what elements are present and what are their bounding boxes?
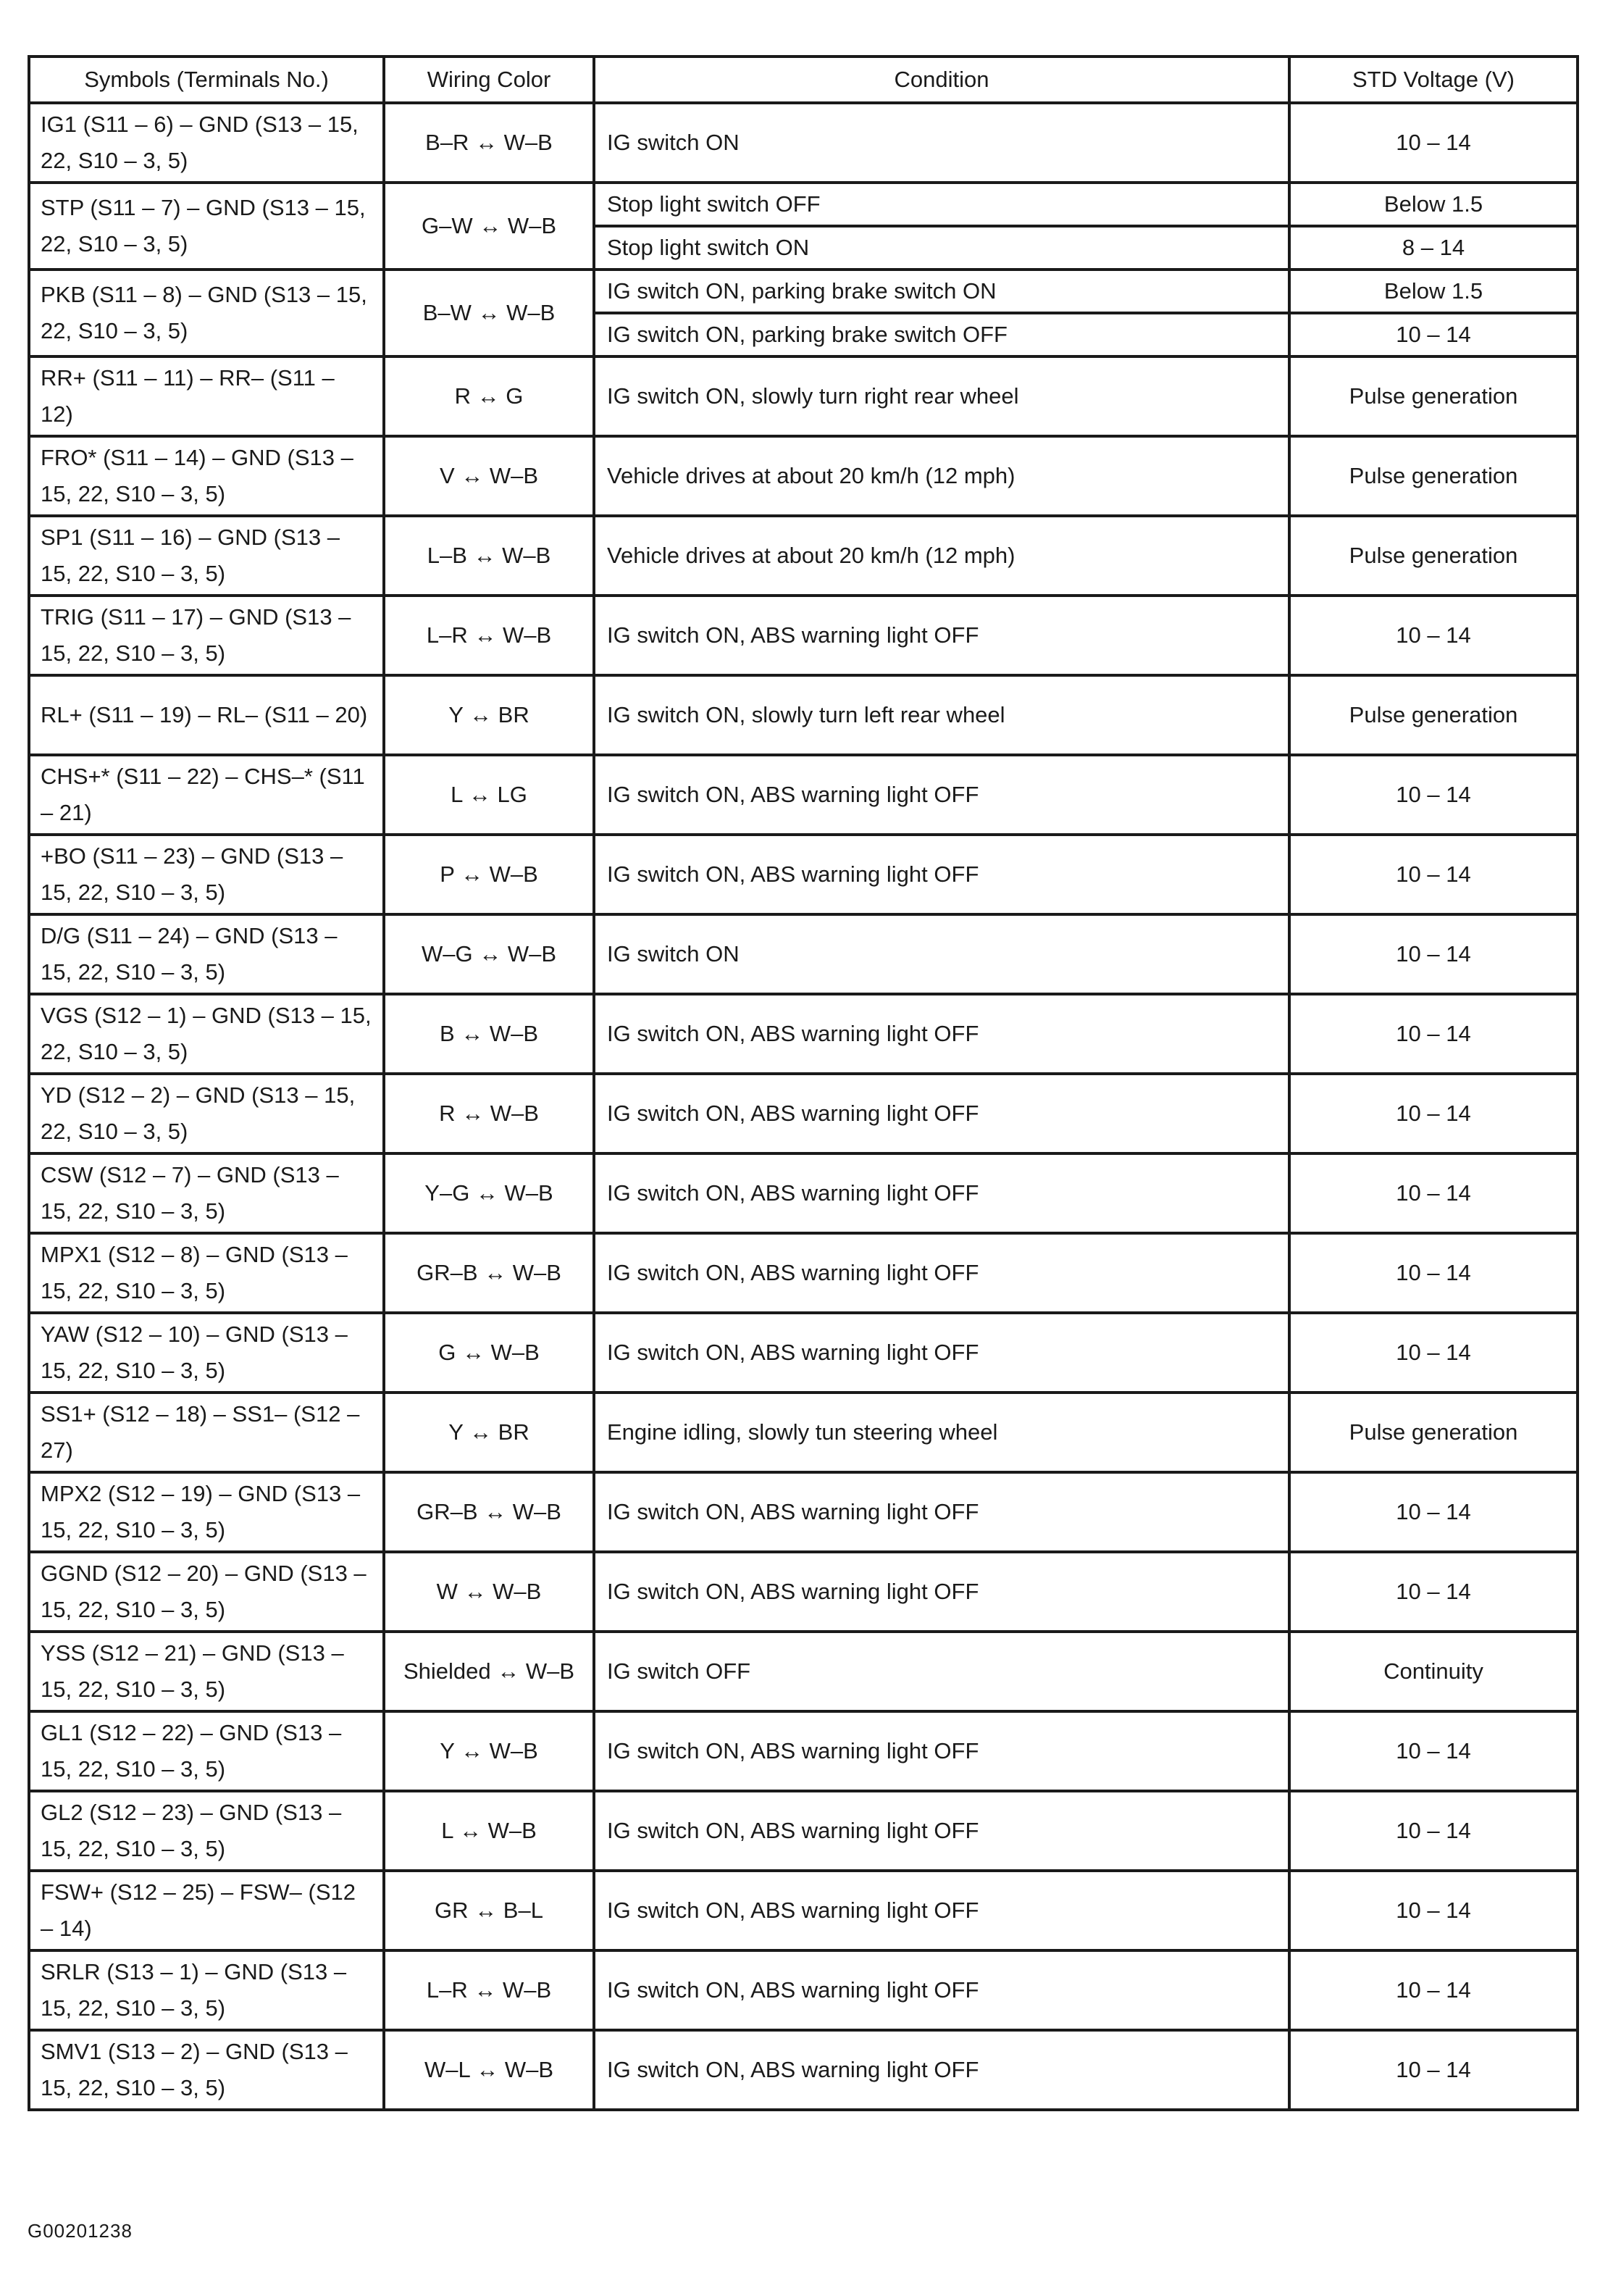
table-row [29, 1552, 1578, 1632]
symbol-cell: SP1 (S11 – 16) – GND (S13 – 15, 22, S10 – 3, 5) [29, 516, 384, 596]
symbol-cell: FRO* (S11 – 14) – GND (S13 – 15, 22, S10 – 3, 5) [29, 436, 384, 516]
std-voltage-cell: 10 – 14 [1289, 1711, 1578, 1791]
header-symbols: Symbols (Terminals No.) [29, 57, 384, 103]
std-voltage-cell: 10 – 14 [1289, 1153, 1578, 1233]
symbol-cell: YSS (S12 – 21) – GND (S13 – 15, 22, S10 – 3, 5) [29, 1632, 384, 1711]
wiring-color-cell: GR ↔ B–L [384, 1871, 594, 1950]
std-voltage-cell: 10 – 14 [1289, 596, 1578, 675]
std-voltage-cell: Pulse generation [1289, 1393, 1578, 1472]
wiring-color-cell: B ↔ W–B [384, 994, 594, 1074]
table-row [29, 436, 1578, 516]
table-row [29, 1313, 1578, 1393]
wiring-color-cell: W–L ↔ W–B [384, 2030, 594, 2110]
table-row [29, 516, 1578, 596]
condition-cell: IG switch ON, ABS warning light OFF [594, 1233, 1289, 1313]
symbol-cell: GGND (S12 – 20) – GND (S13 – 15, 22, S10 – 3, 5) [29, 1552, 384, 1632]
condition-cell: IG switch ON, ABS warning light OFF [594, 1472, 1289, 1552]
wiring-color-cell: GR–B ↔ W–B [384, 1472, 594, 1552]
table-row [29, 835, 1578, 914]
condition-cell: IG switch ON, ABS warning light OFF [594, 1950, 1289, 2030]
std-voltage-cell: 10 – 14 [1289, 755, 1578, 835]
table-row [29, 1074, 1578, 1153]
std-voltage-cell: 10 – 14 [1289, 1472, 1578, 1552]
std-voltage-cell: 10 – 14 [1289, 914, 1578, 994]
wiring-color-cell: G–W ↔ W–B [384, 183, 594, 270]
table-row [29, 596, 1578, 675]
wiring-color-cell: B–W ↔ W–B [384, 270, 594, 356]
condition-cell: Engine idling, slowly tun steering wheel [594, 1393, 1289, 1472]
symbol-cell: RR+ (S11 – 11) – RR– (S11 – 12) [29, 356, 384, 436]
symbol-cell: FSW+ (S12 – 25) – FSW– (S12 – 14) [29, 1871, 384, 1950]
table-row [29, 1632, 1578, 1711]
condition-cell: Vehicle drives at about 20 km/h (12 mph) [594, 436, 1289, 516]
symbol-cell: VGS (S12 – 1) – GND (S13 – 15, 22, S10 – 3, 5) [29, 994, 384, 1074]
table-header-row [29, 57, 1578, 103]
table-row [29, 103, 1578, 183]
std-voltage-cell: 10 – 14 [1289, 1950, 1578, 2030]
condition-cell: Vehicle drives at about 20 km/h (12 mph) [594, 516, 1289, 596]
condition-cell: IG switch ON, ABS warning light OFF [594, 835, 1289, 914]
std-voltage-cell: 10 – 14 [1289, 835, 1578, 914]
wiring-color-cell: L–R ↔ W–B [384, 1950, 594, 2030]
symbol-cell: CHS+* (S11 – 22) – CHS–* (S11 – 21) [29, 755, 384, 835]
std-voltage-cell: Below 1.5 [1289, 270, 1578, 313]
terminal-voltage-table [28, 55, 1579, 2111]
symbol-cell: +BO (S11 – 23) – GND (S13 – 15, 22, S10 – 3, 5) [29, 835, 384, 914]
wiring-color-cell: L–R ↔ W–B [384, 596, 594, 675]
symbol-cell: STP (S11 – 7) – GND (S13 – 15, 22, S10 – 3, 5) [29, 183, 384, 270]
table-row [29, 2030, 1578, 2110]
condition-cell: Stop light switch OFF [594, 183, 1289, 226]
table-row [29, 1871, 1578, 1950]
std-voltage-cell: 10 – 14 [1289, 994, 1578, 1074]
condition-cell: IG switch ON, parking brake switch OFF [594, 313, 1289, 356]
std-voltage-cell: 10 – 14 [1289, 1791, 1578, 1871]
table-row [29, 1791, 1578, 1871]
symbol-cell: IG1 (S11 – 6) – GND (S13 – 15, 22, S10 – 3, 5) [29, 103, 384, 183]
condition-cell: IG switch ON, slowly turn left rear wheel [594, 675, 1289, 755]
symbol-cell: MPX1 (S12 – 8) – GND (S13 – 15, 22, S10 – 3, 5) [29, 1233, 384, 1313]
condition-cell: IG switch ON, ABS warning light OFF [594, 1074, 1289, 1153]
std-voltage-cell: Pulse generation [1289, 356, 1578, 436]
table-row [29, 994, 1578, 1074]
std-voltage-cell: 10 – 14 [1289, 103, 1578, 183]
std-voltage-cell: 10 – 14 [1289, 1233, 1578, 1313]
table-row [29, 1711, 1578, 1791]
std-voltage-cell: Below 1.5 [1289, 183, 1578, 226]
condition-cell: IG switch ON, ABS warning light OFF [594, 1552, 1289, 1632]
table-row [29, 675, 1578, 755]
std-voltage-cell: 10 – 14 [1289, 1313, 1578, 1393]
condition-cell: IG switch ON, ABS warning light OFF [594, 2030, 1289, 2110]
symbol-cell: SRLR (S13 – 1) – GND (S13 – 15, 22, S10 – 3, 5) [29, 1950, 384, 2030]
std-voltage-cell: Continuity [1289, 1632, 1578, 1711]
condition-cell: IG switch ON, ABS warning light OFF [594, 994, 1289, 1074]
header-wiring-color: Wiring Color [384, 57, 594, 103]
std-voltage-cell: 10 – 14 [1289, 2030, 1578, 2110]
condition-cell: IG switch ON, parking brake switch ON [594, 270, 1289, 313]
wiring-color-cell: R ↔ G [384, 356, 594, 436]
wiring-color-cell: Y ↔ BR [384, 1393, 594, 1472]
std-voltage-cell: 8 – 14 [1289, 226, 1578, 270]
wiring-color-cell: GR–B ↔ W–B [384, 1233, 594, 1313]
condition-cell: IG switch ON, ABS warning light OFF [594, 1313, 1289, 1393]
table-row [29, 914, 1578, 994]
condition-cell: IG switch ON [594, 914, 1289, 994]
table-row [29, 356, 1578, 436]
std-voltage-cell: Pulse generation [1289, 675, 1578, 755]
table-row [29, 183, 1578, 226]
header-std-voltage: STD Voltage (V) [1289, 57, 1578, 103]
wiring-color-cell: L ↔ LG [384, 755, 594, 835]
wiring-color-cell: Y ↔ BR [384, 675, 594, 755]
std-voltage-cell: 10 – 14 [1289, 1552, 1578, 1632]
table-row [29, 1472, 1578, 1552]
symbol-cell: GL1 (S12 – 22) – GND (S13 – 15, 22, S10 – 3, 5) [29, 1711, 384, 1791]
condition-cell: IG switch ON, slowly turn right rear wheel [594, 356, 1289, 436]
std-voltage-cell: 10 – 14 [1289, 1074, 1578, 1153]
std-voltage-cell: Pulse generation [1289, 436, 1578, 516]
wiring-color-cell: L–B ↔ W–B [384, 516, 594, 596]
std-voltage-cell: 10 – 14 [1289, 313, 1578, 356]
symbol-cell: PKB (S11 – 8) – GND (S13 – 15, 22, S10 – 3, 5) [29, 270, 384, 356]
symbol-cell: SMV1 (S13 – 2) – GND (S13 – 15, 22, S10 – 3, 5) [29, 2030, 384, 2110]
std-voltage-cell: Pulse generation [1289, 516, 1578, 596]
symbol-cell: GL2 (S12 – 23) – GND (S13 – 15, 22, S10 – 3, 5) [29, 1791, 384, 1871]
table-row [29, 755, 1578, 835]
table-row [29, 1393, 1578, 1472]
wiring-color-cell: G ↔ W–B [384, 1313, 594, 1393]
condition-cell: IG switch ON, ABS warning light OFF [594, 1871, 1289, 1950]
wiring-color-cell: V ↔ W–B [384, 436, 594, 516]
wiring-color-cell: Y–G ↔ W–B [384, 1153, 594, 1233]
symbol-cell: CSW (S12 – 7) – GND (S13 – 15, 22, S10 – 3, 5) [29, 1153, 384, 1233]
symbol-cell: MPX2 (S12 – 19) – GND (S13 –15, 22, S10 – 3, 5) [29, 1472, 384, 1552]
wiring-color-cell: B–R ↔ W–B [384, 103, 594, 183]
condition-cell: IG switch ON, ABS warning light OFF [594, 1791, 1289, 1871]
table-row [29, 1153, 1578, 1233]
symbol-cell: SS1+ (S12 – 18) – SS1– (S12 – 27) [29, 1393, 384, 1472]
symbol-cell: D/G (S11 – 24) – GND (S13 – 15, 22, S10 – 3, 5) [29, 914, 384, 994]
symbol-cell: YD (S12 – 2) – GND (S13 – 15, 22, S10 – 3, 5) [29, 1074, 384, 1153]
condition-cell: IG switch ON, ABS warning light OFF [594, 755, 1289, 835]
condition-cell: IG switch OFF [594, 1632, 1289, 1711]
wiring-color-cell: R ↔ W–B [384, 1074, 594, 1153]
wiring-color-cell: L ↔ W–B [384, 1791, 594, 1871]
wiring-color-cell: Shielded ↔ W–B [384, 1632, 594, 1711]
condition-cell: IG switch ON, ABS warning light OFF [594, 1711, 1289, 1791]
condition-cell: IG switch ON, ABS warning light OFF [594, 1153, 1289, 1233]
table-row [29, 270, 1578, 313]
wiring-color-cell: W–G ↔ W–B [384, 914, 594, 994]
symbol-cell: YAW (S12 – 10) – GND (S13 – 15, 22, S10 – 3, 5) [29, 1313, 384, 1393]
symbol-cell: TRIG (S11 – 17) – GND (S13 – 15, 22, S10 – 3, 5) [29, 596, 384, 675]
condition-cell: IG switch ON [594, 103, 1289, 183]
header-condition: Condition [594, 57, 1289, 103]
wiring-color-cell: W ↔ W–B [384, 1552, 594, 1632]
table-row [29, 1233, 1578, 1313]
std-voltage-cell: 10 – 14 [1289, 1871, 1578, 1950]
condition-cell: IG switch ON, ABS warning light OFF [594, 596, 1289, 675]
symbol-cell: RL+ (S11 – 19) – RL– (S11 – 20) [29, 675, 384, 755]
condition-cell: Stop light switch ON [594, 226, 1289, 270]
wiring-color-cell: P ↔ W–B [384, 835, 594, 914]
wiring-color-cell: Y ↔ W–B [384, 1711, 594, 1791]
table-row [29, 1950, 1578, 2030]
figure-id: G00201238 [28, 2220, 133, 2242]
table-body [29, 103, 1578, 2110]
